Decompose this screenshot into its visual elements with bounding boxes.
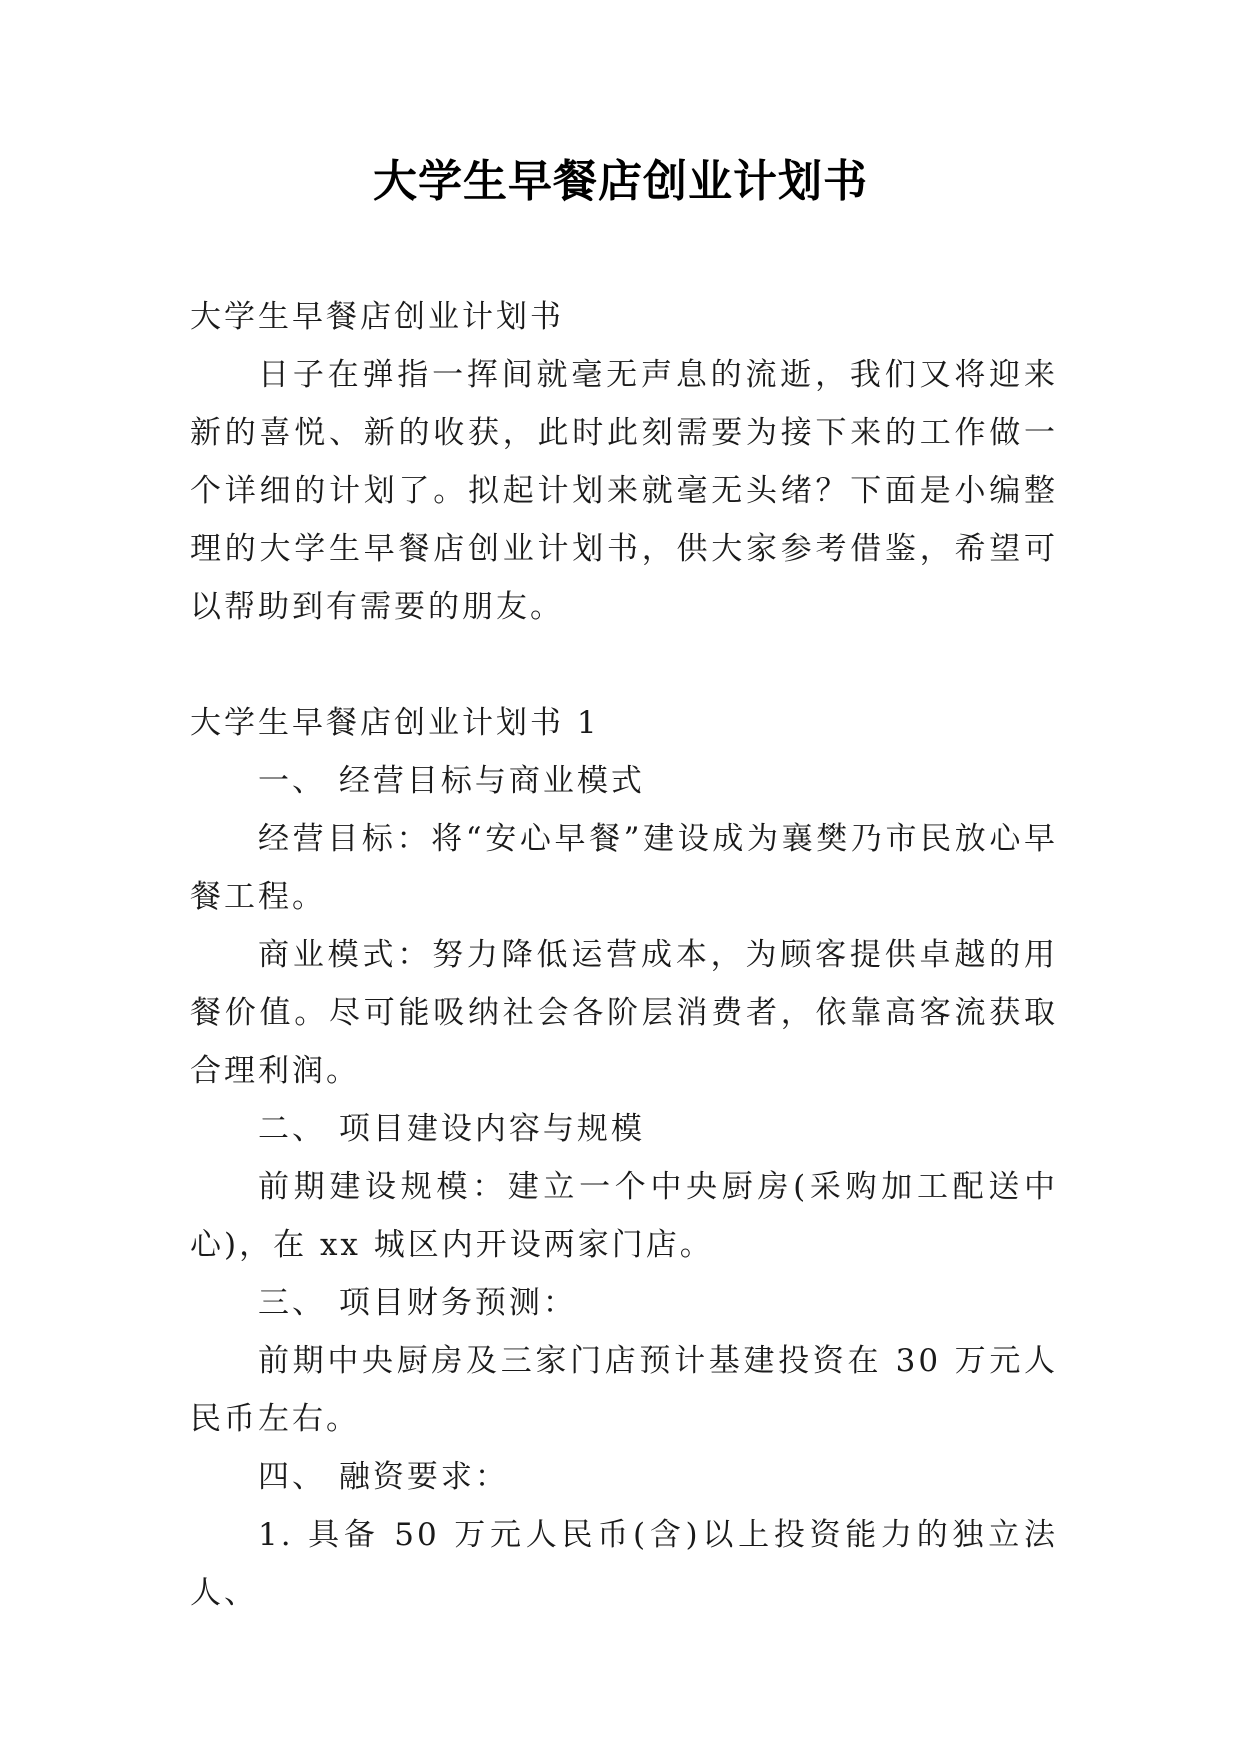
part-heading-4: 四、 融资要求： (258, 1459, 509, 1495)
financing-requirement-item: 1. 具备 50 万元人民币(含)以上投资能力的独立法人、 (190, 1517, 1058, 1611)
financial-forecast-paragraph: 前期中央厨房及三家门店预计基建投资在 30 万元人民币左右。 (190, 1343, 1058, 1437)
part-heading-3: 三、 项目财务预测： (258, 1285, 577, 1321)
intro-heading: 大学生早餐店创业计划书 (190, 299, 564, 335)
business-model-paragraph: 商业模式：努力降低运营成本，为顾客提供卓越的用餐价值。尽可能吸纳社会各阶层消费者，依靠高客流获取合理利润。 (190, 937, 1058, 1089)
part-heading-2: 二、 项目建设内容与规模 (258, 1111, 645, 1147)
intro-paragraph: 日子在弹指一挥间就毫无声息的流逝，我们又将迎来新的喜悦、新的收获，此时此刻需要为接下来的工作做一个详细的计划了。拟起计划来就毫无头绪？下面是小编整理的大学生早餐店创业计划书，供大家参考借鉴，希望可以帮助到有需要的朋友。 (190, 357, 1058, 625)
section-spacer (190, 636, 1058, 694)
document-title: 大学生早餐店创业计划书 (373, 156, 868, 207)
section-heading-1: 大学生早餐店创业计划书 1 (190, 705, 600, 741)
construction-scale-paragraph: 前期建设规模：建立一个中央厨房(采购加工配送中心)，在 xx 城区内开设两家门店。 (190, 1169, 1058, 1263)
document-body (190, 288, 1058, 1622)
part-heading-1: 一、 经营目标与商业模式 (258, 763, 645, 799)
business-goal-paragraph: 经营目标：将“安心早餐”建设成为襄樊乃市民放心早餐工程。 (190, 821, 1058, 915)
